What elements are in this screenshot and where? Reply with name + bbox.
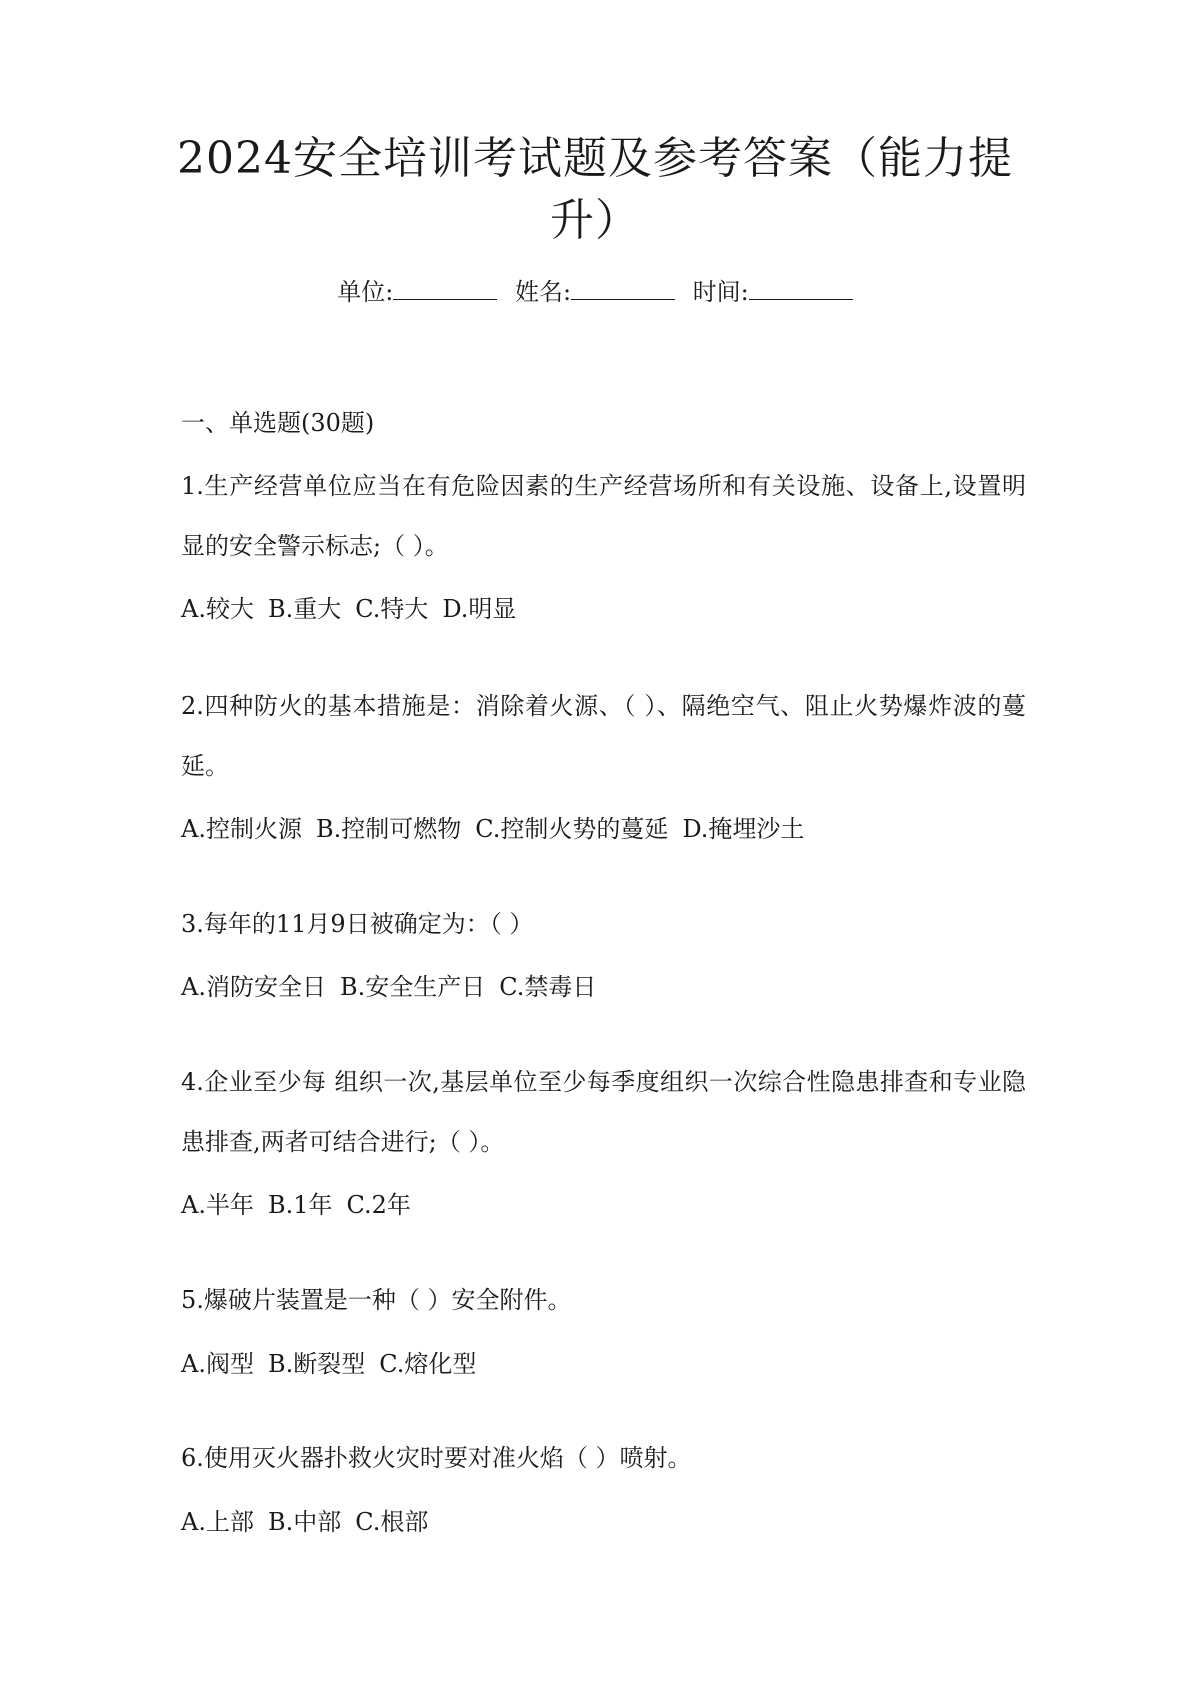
question-5-options [181,1348,1026,1380]
option: B.中部 [267,1508,342,1536]
option: C.控制火势的蔓延 [475,815,669,843]
unit-field [337,278,507,306]
question-6-text: 6.使用灭火器扑救火灾时要对准火焰（ ）喷射。 [181,1444,692,1472]
header-fields [150,276,1040,308]
unit-blank-line [393,277,497,300]
option: A.较大 [181,595,254,623]
question-4-text: 4.企业至少每 组织一次,基层单位至少每季度组织一次综合性隐患排查和专业隐患排查,两者可结合进行;（ ）。 [181,1068,1026,1156]
option: A.消防安全日 [181,973,326,1001]
time-field [693,278,853,306]
question-4-options [181,1189,1026,1221]
question-3-text: 3.每年的11月9日被确定为：（ ） [181,910,534,938]
time-label: 时间: [692,278,749,306]
name-field [515,278,685,306]
question-2-text: 2.四种防火的基本措施是：消除着火源、（ ）、隔绝空气、阻止火势爆炸波的蔓延。 [181,692,1026,780]
option: B.1年 [267,1191,333,1219]
option: B.重大 [267,595,342,623]
option: A.上部 [181,1508,254,1536]
option: D.明显 [442,595,517,623]
option: C.特大 [355,595,429,623]
question-5-text: 5.爆破片装置是一种（ ）安全附件。 [181,1286,572,1314]
option: A.阀型 [181,1350,254,1378]
question-1-options [181,593,1026,625]
option: C.2年 [346,1191,411,1219]
option: A.半年 [181,1191,254,1219]
question-2-options [181,813,1026,845]
question-6-options [181,1506,1026,1538]
option: C.熔化型 [379,1350,477,1378]
option: C.根部 [355,1508,429,1536]
section-heading: 一、单选题(30题) [181,409,375,437]
option: C.禁毒日 [499,973,597,1001]
option: B.安全生产日 [339,973,486,1001]
unit-label: 单位: [337,278,394,306]
document-title: 2024安全培训考试题及参考答案（能力提升） [177,133,1013,246]
option: B.控制可燃物 [315,815,462,843]
name-label: 姓名: [514,278,572,306]
option: A.控制火源 [181,815,302,843]
time-blank-line [749,277,853,300]
option: B.断裂型 [267,1350,366,1378]
question-1-text: 1.生产经营单位应当在有危险因素的生产经营场所和有关设施、设备上,设置明显的安全警示标志;（ ）。 [181,472,1026,560]
question-3-options [181,971,1026,1003]
name-blank-line [571,277,675,300]
option: D.掩埋沙土 [682,815,805,843]
